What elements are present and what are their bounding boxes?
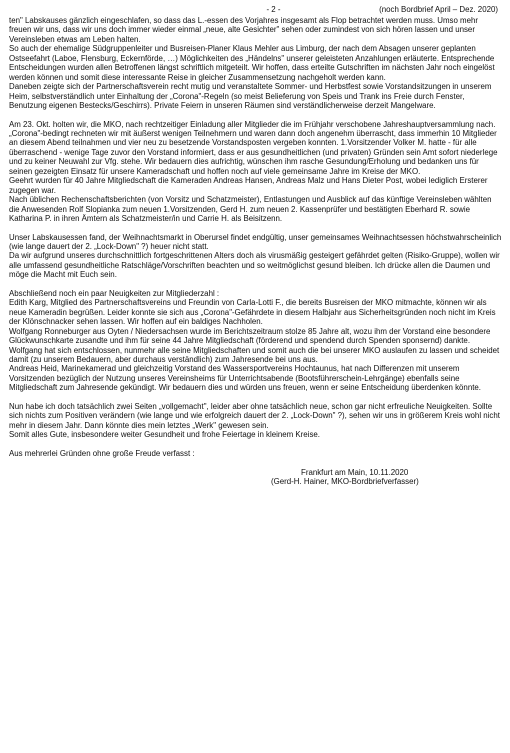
paragraph-gruesse: Somit alles Gute, insbesondere weiter Gesundheit und frohe Feiertage in kleinem Kreise.: [9, 430, 320, 440]
paragraph-verfasst: Aus mehrerlei Gründen ohne große Freude verfasst :: [9, 448, 195, 458]
paragraph-gesundheit: Da wir aufgrund unseres durchschnittlich fortgeschrittenen Alters doch als virusmäßig gesteigert gefährdet gelten (Risiko-Gruppe), wollen wir alle umfassend gesundheitliche Ratschläge/Vorschriften beachten und so weitmöglichst gesund bleiben. Ich drücke allen die Daumen und möge die Macht mit Euch sein.: [9, 251, 500, 280]
page-header: [9, 5, 502, 15]
paragraph-wahlen: Nach üblichen Rechenschaftsberichten (von Vorsitz und Schatzmeister), Entlastungen und Ausblick auf das künftige Vereinsleben wählten die Anwesenden Rolf Slopianka zum neuen 1.Vorsitzenden, Gerd H. zum neuen 2. Kassenprüfer und bestätigten Eberhard R. sowie Katharina P. in ihren Ämtern als Schatzmeister/in und Carrie H. als Beisitzenn.: [9, 195, 492, 224]
paragraph-absagen: Unser Labskausessen fand, der Weihnachtsmarkt in Oberursel findet endgültig, unser gemeinsames Weihnachtsessen höchstwahrscheinlich (wie lange dauert der 2. „Lock-Down" ?) heuer nicht statt.: [9, 232, 502, 251]
page-number: - 2 -: [266, 5, 281, 14]
paragraph-labskaus-intro: ten" Labskauses gänzlich eingeschlafen, so dass das L.-essen des Vorjahres insgesamt als Flop betrachtet werden muss. Umso mehr freuen wir uns, dass wir uns doch immer wieder einmal „neue, alte Gesichter" sehen oder zumindest von sich hören lassen und unser Vereinsleben etwas am Leben halten.: [9, 16, 479, 44]
paragraph-edith-karg: Edith Karg, Mitglied des Partnerschaftsvereins und Freundin von Carla-Lotti F., die bereits Busreisen der MKO mitmachte, können wir als neue Kameradin begrüßen. Leider konnte sie sich aus „Corona"-Gefährdete in diesem Halbjahr aus Sicherheitsgründen noch nicht im Kreis der Klönschnacker sehen lassen. Wir hoffen auf ein baldiges Nachholen.: [9, 298, 496, 327]
header-reference: (noch Bordbrief April – Dez. 2020): [379, 5, 498, 14]
paragraph-andreas-heid: Andreas Heid, Marinekamerad und gleichzeitig Vorstand des Wassersportvereins Hochtaunus, hat nach Differenzen mit unserem Vorsitzenden bezüglich der Nutzung unseres Vereinsheims für Unterrichtsabende (Bootsführerschein-Lehrgänge) ebenfalls seine Mitgliedschaft zum Jahresende gekündigt. Wir bedauern dies und würden uns freuen, wenn er seine Entscheidung überdenken könnte.: [9, 364, 481, 393]
signature-block: [9, 468, 502, 487]
paragraph-ostseefahrt: So auch der ehemalige Südgruppenleiter und Busreisen-Planer Klaus Mehler aus Limburg, der nach dem Absagen unserer geplanten Ostseefahrt (Laboe, Flensburg, Eckernförde, …) Möglichkeiten des „Händelns" unserer geleisteten Anzahlungen erläuterte. Entsprechende Entscheidungen wurden allen Betroffenen längst schriftlich mitgeteilt. Wir hoffen, dass erteilte Gutschriften im nächsten Jahr noch eingelöst werden können und somit diese interessante Reise in gleicher Zusammensetzung nachgeholt werden kann.: [9, 44, 495, 82]
paragraph-partnerschaftsverein: Daneben zeigte sich der Partnerschaftsverein recht mutig und veranstaltete Sommer- und Herbstfest sowie Vorstandsitzungen in unserem Heim, selbstverständlich unter Einhaltung der „Corona"-Regeln (so meist Belieferung von Speis und Trank ins Freie durch Fenster, Benutzung eigenen Bestecks/Geschirrs). Private Feiern in unseren Räumen sind verständlicherweise derzeit Mangelware.: [9, 82, 492, 111]
signature-author: (Gerd-H. Hainer, MKO-Bordbriefverfasser): [271, 477, 419, 487]
paragraph-mitglieder-heading: Abschließend noch ein paar Neuigkeiten zur Mitgliederzahl :: [9, 288, 220, 298]
paragraph-wolfgang-ronneburger: Wolfgang Ronneburger aus Oyten / Niedersachsen wurde im Berichtszeitraum stolze 85 Jahre alt, wozu ihm der Vorstand eine besondere Glückwunschkarte zusandte und ihm für seine 44 Jahre Mitgliedschaft (förderend und spendend durch Spenden sponsernd) dankte. Wolfgang hat sich entschlossen, nunmehr alle seine Mitgliedschaften und somit auch die bei unserer MKO auslaufen zu lassen und scheidet damit (zu unserem Bedauern, aber durchaus verständlich) zum Jahresende bei uns aus.: [9, 326, 500, 364]
signature-place-date: Frankfurt am Main, 10.11.2020: [301, 468, 409, 478]
paragraph-jahreshauptversammlung: Am 23. Okt. holten wir, die MKO, nach rechtzeitiger Einladung aller Mitglieder die im Frühjahr verschobene Jahreshauptversammlung nach. „Corona"-bedingt rechneten wir mit äußerst wenigen Teilnehmern und waren dann doch angenehm überrascht, dass immerhin 10 Mitglieder an diesem Abend teilnahmen und vier neu zu besetzende Vorstandsposten vergeben konnten. 1.Vorsitzender Volker M. hatte - für alle überraschend - wenige Tage zuvor den Vorstand informiert, dass er aus gesundheitlichen (und privaten) Gründen sein Amt sofort niederlege und zu keiner Neuwahl zur Vfg. stehe. Wir bedauern dies aufrichtig, wünschen ihm rasche Gesundung/Erholung und bedanken uns für seinen gezeigten Einsatz für unsere Kameradschaft und hoffen noch auf viele gemeinsame Jahre im Kreise der MKO.: [9, 119, 498, 176]
paragraph-ehrungen: Geehrt wurden für 40 Jahre Mitgliedschaft die Kameraden Andreas Hansen, Andreas Malz und Hans Dieter Post, wobei lediglich Ersterer zugegen war.: [9, 176, 488, 195]
paragraph-schluss: Nun habe ich doch tatsächlich zwei Seiten „vollgemacht", leider aber ohne tatsächlich neue, schon gar nicht erfreuliche Neuigkeiten. Sollte sich nichts zum Positiven verändern (wie lange und wie erfolgreich dauert der 2. „Lock-Down" ?), sehen wir uns in größerem Kreis wohl nicht mehr in diesem Jahr. Dann könnte dies mein letztes „Werk" gewesen sein.: [9, 401, 500, 430]
